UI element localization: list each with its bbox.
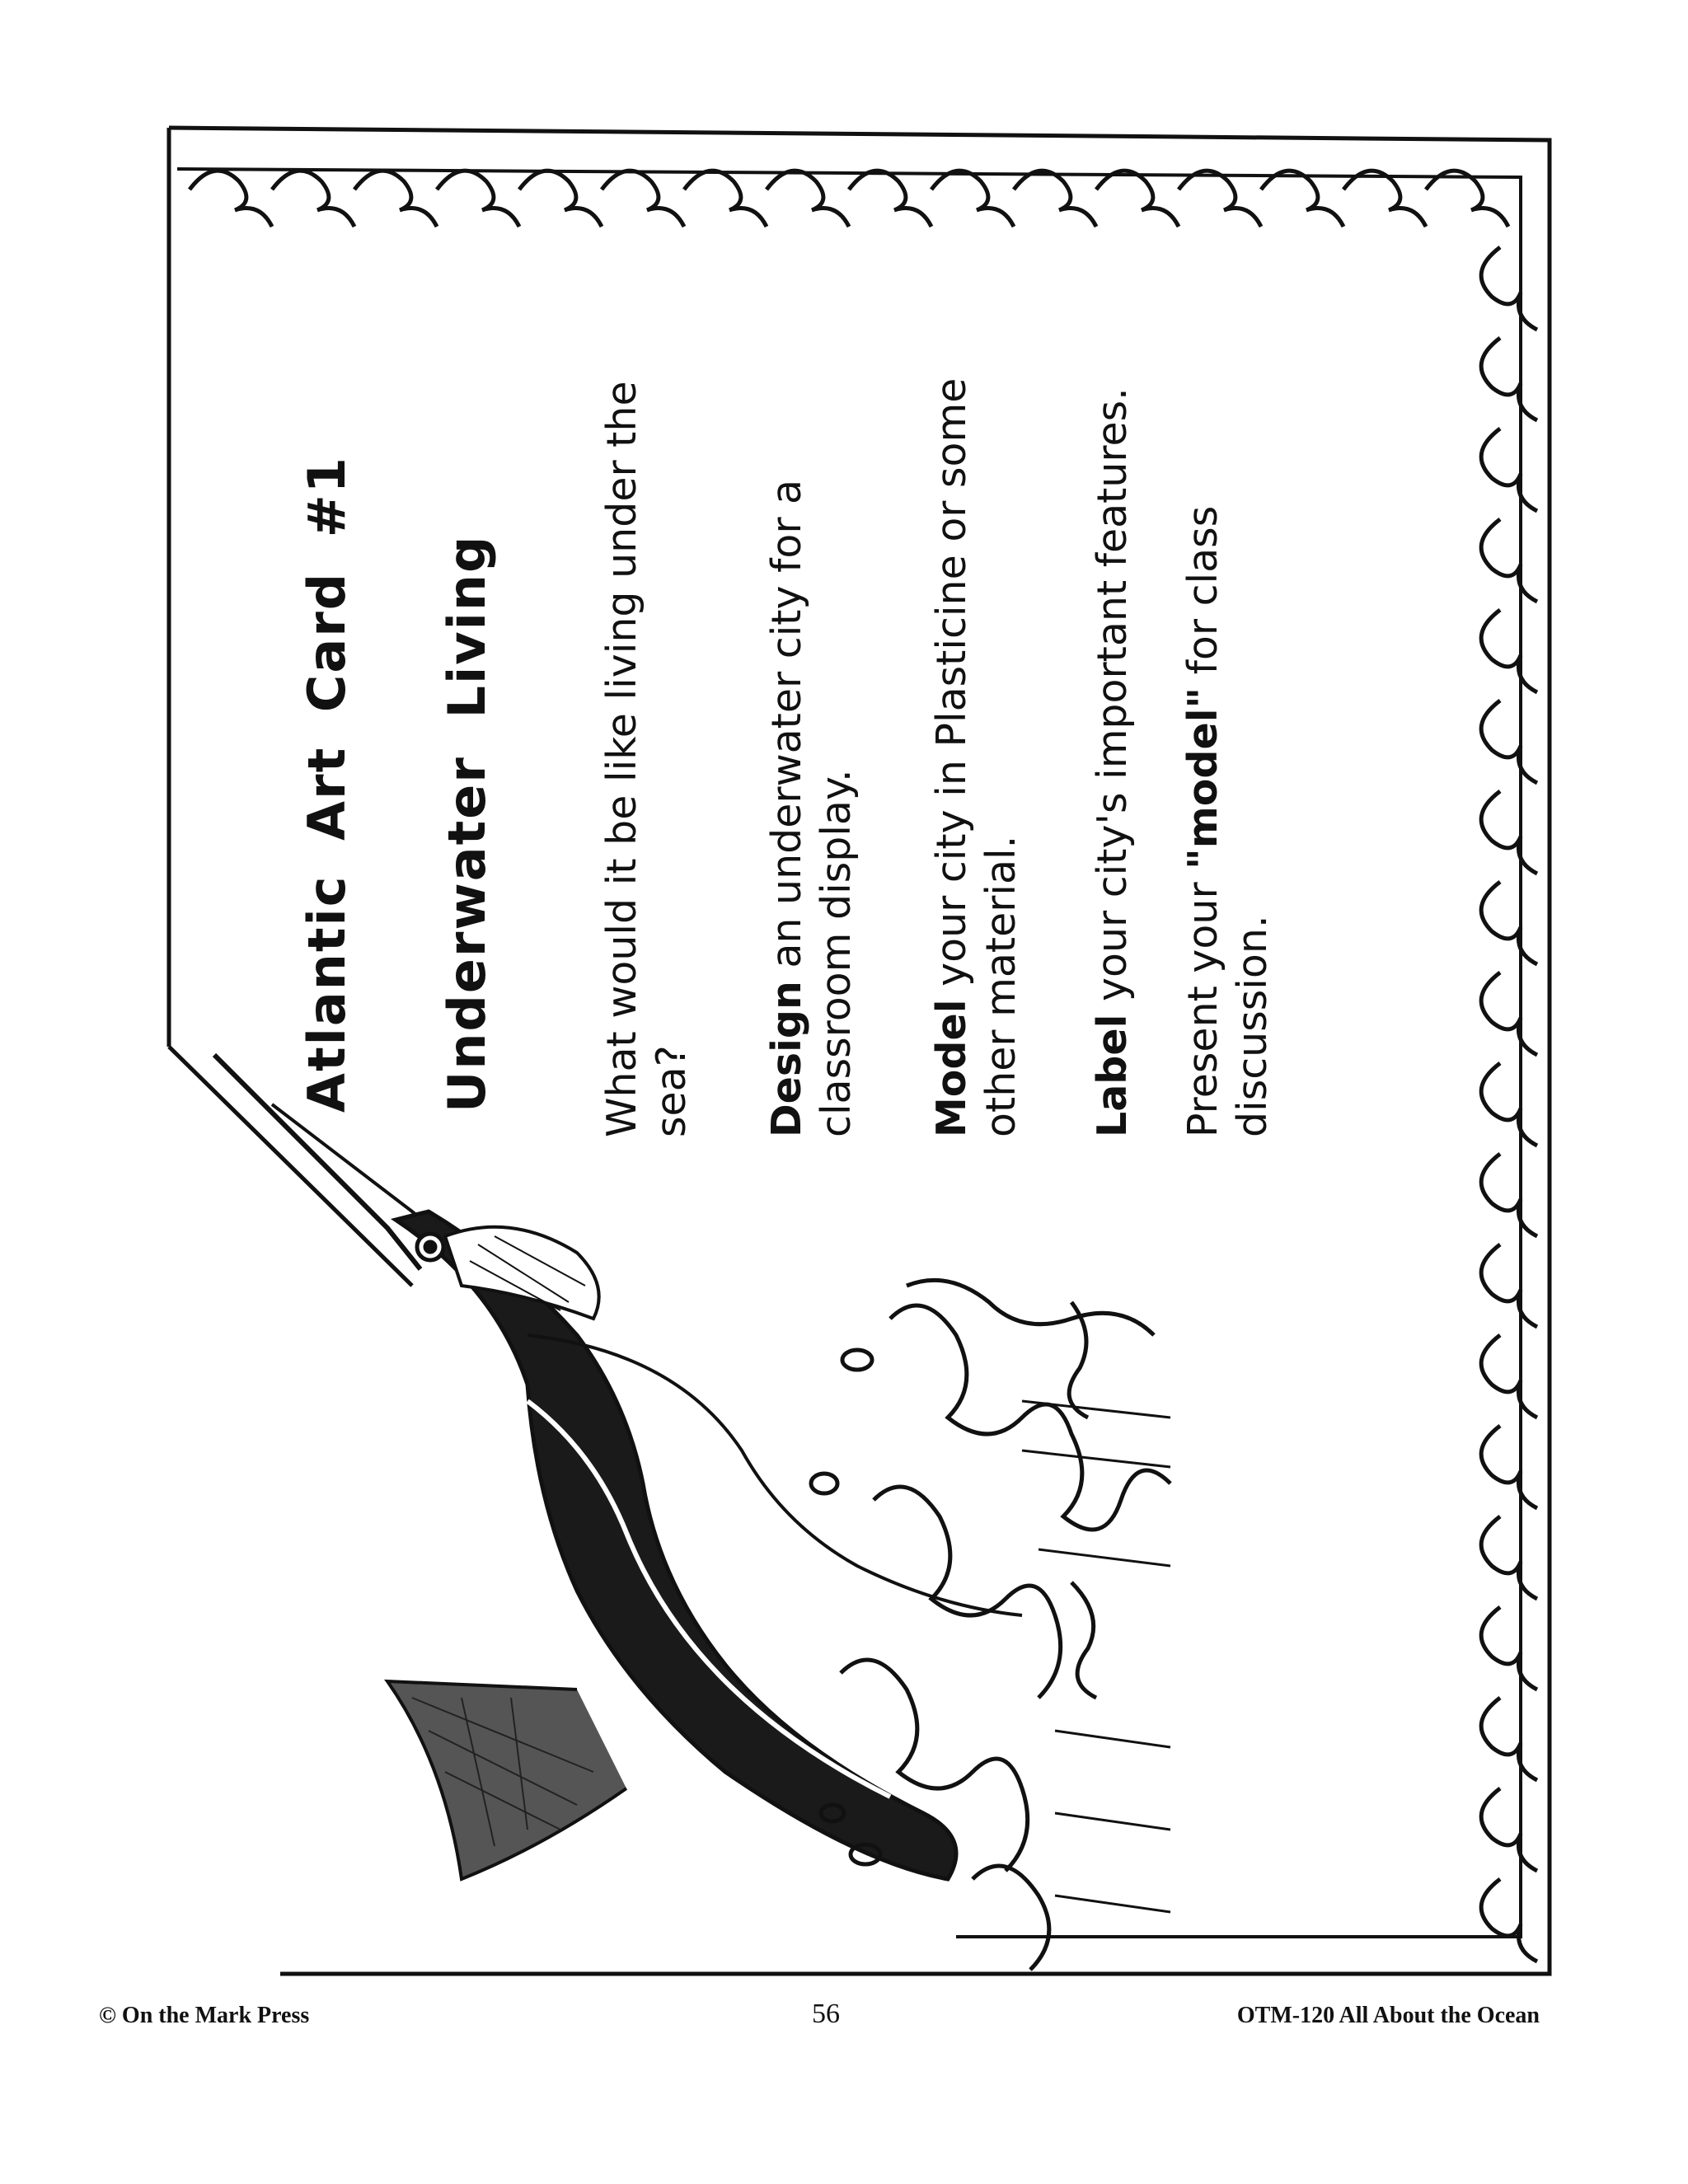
footer-publisher: © On the Mark Press (99, 2003, 310, 2028)
wave-curl-icon (190, 171, 272, 227)
wave-curl-icon (1481, 972, 1537, 1055)
wave-curl-icon (1481, 1607, 1537, 1690)
wave-curl-icon (1481, 1879, 1537, 1961)
wave-curl-icon (1481, 791, 1537, 874)
model-instruction (927, 346, 1026, 1137)
footer-book-title: OTM-120 All About the Ocean (1236, 2003, 1540, 2028)
wave-curl-icon (1481, 1788, 1537, 1871)
footer-page-number: 56 (812, 1999, 840, 2029)
label-keyword: Label (1089, 1014, 1136, 1137)
label-text: your city's important features. (1089, 387, 1136, 1015)
model-text: your city in Plasticine or some other material. (928, 377, 1025, 1137)
wave-curl-icon (1426, 171, 1508, 227)
wave-curl-icon (1481, 1698, 1537, 1780)
label-instruction (1088, 346, 1137, 1137)
wave-curl-icon (1481, 701, 1537, 783)
question-text: What would it be like living under the sea? (598, 381, 695, 1137)
wave-curl-icon (1481, 247, 1537, 330)
wave-curl-icon (1481, 1063, 1537, 1146)
card-content (297, 0, 1286, 1137)
wave-curl-icon (1343, 171, 1426, 227)
present-text-start: Present your (1179, 869, 1226, 1137)
wave-curl-icon (1481, 519, 1537, 602)
design-text: an underwater city for a classroom display. (763, 479, 860, 1137)
wave-curl-icon (1481, 1516, 1537, 1599)
wave-curl-icon (1481, 882, 1537, 964)
design-instruction (762, 346, 861, 1137)
swordfish-icon (214, 1055, 1022, 1879)
wave-curl-icon (1481, 1335, 1537, 1418)
wave-curl-icon (1481, 610, 1537, 692)
wave-curl-icon (1481, 1154, 1537, 1236)
wave-curl-icon (1481, 1244, 1537, 1327)
present-instruction (1179, 346, 1278, 1137)
wave-curl-icon (1481, 338, 1537, 420)
model-keyword: Model (928, 999, 975, 1137)
present-keyword: "model" (1179, 687, 1226, 869)
card-subtitle: Underwater Living (437, 534, 497, 1113)
water-splash-icon (811, 1280, 1170, 1970)
present-text-end: for class discussion. (1179, 505, 1276, 1137)
wave-curl-icon (1481, 429, 1537, 511)
design-keyword: Design (763, 981, 810, 1137)
card-title: Atlantic Art Card #1 (297, 456, 357, 1113)
wave-curl-icon (1481, 1426, 1537, 1508)
